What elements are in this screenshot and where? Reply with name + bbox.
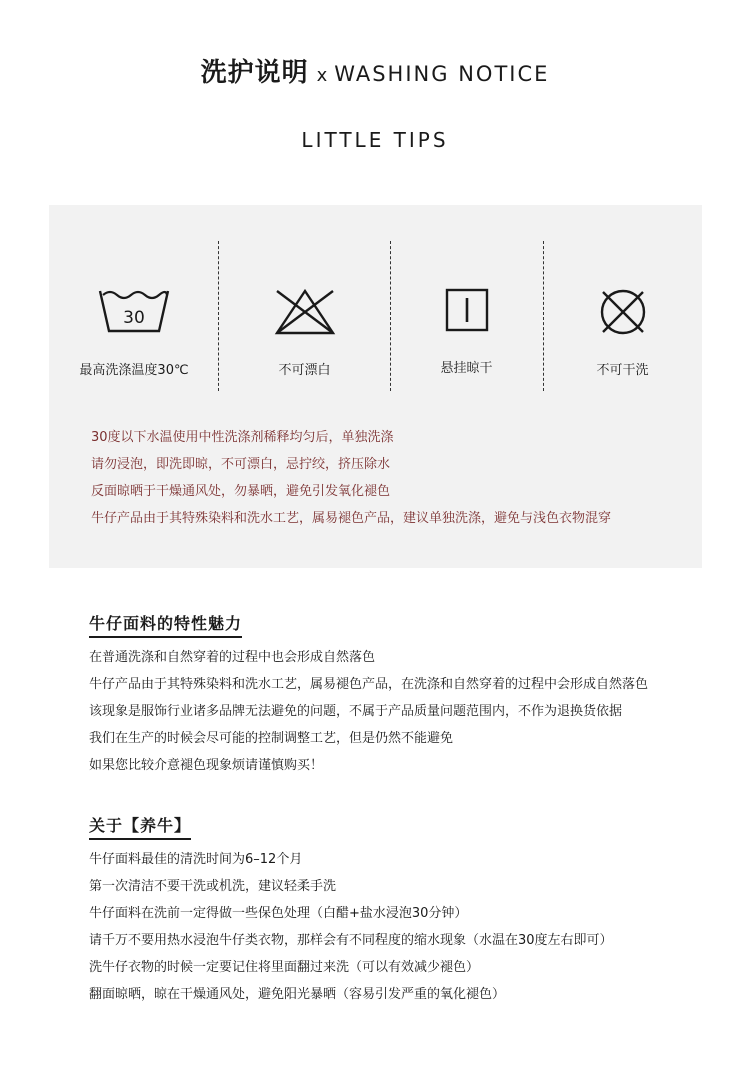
section-body: [89, 850, 709, 1012]
wash-30-icon: [97, 287, 171, 335]
title-cn: 洗护说明: [200, 58, 309, 88]
section-line: 翻面晾晒，晾在干燥通风处，避免阳光暴晒（容易引发严重的氧化褪色）: [89, 987, 506, 1002]
care-label-no-bleach: 不可漂白: [278, 363, 331, 378]
care-item-hang-dry: [390, 241, 543, 391]
section-line: 在普通洗涤和自然穿着的过程中也会形成自然落色: [89, 650, 376, 665]
care-icons-row: [49, 241, 702, 391]
page-title: [0, 52, 750, 89]
subtitle: LITTLE TIPS: [301, 128, 449, 152]
care-label-hang-dry: 悬挂晾干: [440, 361, 493, 376]
care-tips: [91, 428, 691, 536]
section-title: 关于【养牛】: [89, 813, 191, 840]
title-en: WASHING NOTICE: [334, 62, 550, 86]
tip-line: 反面晾晒于干燥通风处，勿暴晒，避免引发氧化褪色: [91, 484, 391, 499]
section-line: 请千万不要用热水浸泡牛仔类衣物，那样会有不同程度的缩水现象（水温在30度左右即可）: [89, 933, 613, 948]
care-label-wash: 最高洗涤温度30℃: [79, 363, 189, 378]
section-title: 牛仔面料的特性魅力: [89, 611, 242, 638]
hang-dry-icon: [444, 287, 490, 333]
care-item-no-bleach: [219, 241, 390, 391]
no-dry-clean-icon: [598, 287, 648, 337]
care-panel: [49, 205, 702, 568]
section-line: 洗牛仔衣物的时候一定要记住将里面翻过来洗（可以有效减少褪色）: [89, 960, 480, 975]
section-line: 该现象是服饰行业诸多品牌无法避免的问题，不属于产品质量问题范围内，不作为退换货依据: [89, 704, 623, 719]
care-item-no-dry-clean: [543, 241, 702, 391]
section-line: 牛仔面料在洗前一定得做一些保色处理（白醋+盐水浸泡30分钟）: [89, 906, 468, 921]
section-line: 第一次清洁不要干洗或机洗，建议轻柔手洗: [89, 879, 337, 894]
wash-temp-number: 30: [123, 308, 145, 328]
section-denim-features: [89, 611, 709, 783]
title-separator: x: [316, 65, 329, 86]
section-line: 牛仔面料最佳的清洗时间为6–12个月: [89, 852, 303, 867]
no-bleach-icon: [273, 287, 337, 337]
care-label-no-dry-clean: 不可干洗: [596, 363, 649, 378]
care-item-wash: [49, 241, 219, 391]
section-raw-denim-care: [89, 813, 709, 1012]
tip-line: 牛仔产品由于其特殊染料和洗水工艺，属易褪色产品，建议单独洗涤，避免与浅色衣物混穿: [91, 511, 612, 526]
section-line: 如果您比较介意褪色现象烦请谨慎购买！: [89, 758, 324, 773]
tip-line: 30度以下水温使用中性洗涤剂稀释均匀后，单独洗涤: [91, 430, 394, 445]
section-body: [89, 648, 709, 783]
tip-line: 请勿浸泡，即洗即晾，不可漂白，忌拧绞，挤压除水: [91, 457, 391, 472]
section-line: 我们在生产的时候会尽可能的控制调整工艺，但是仍然不能避免: [89, 731, 454, 746]
section-line: 牛仔产品由于其特殊染料和洗水工艺，属易褪色产品，在洗涤和自然穿着的过程中会形成自然落色: [89, 677, 649, 692]
